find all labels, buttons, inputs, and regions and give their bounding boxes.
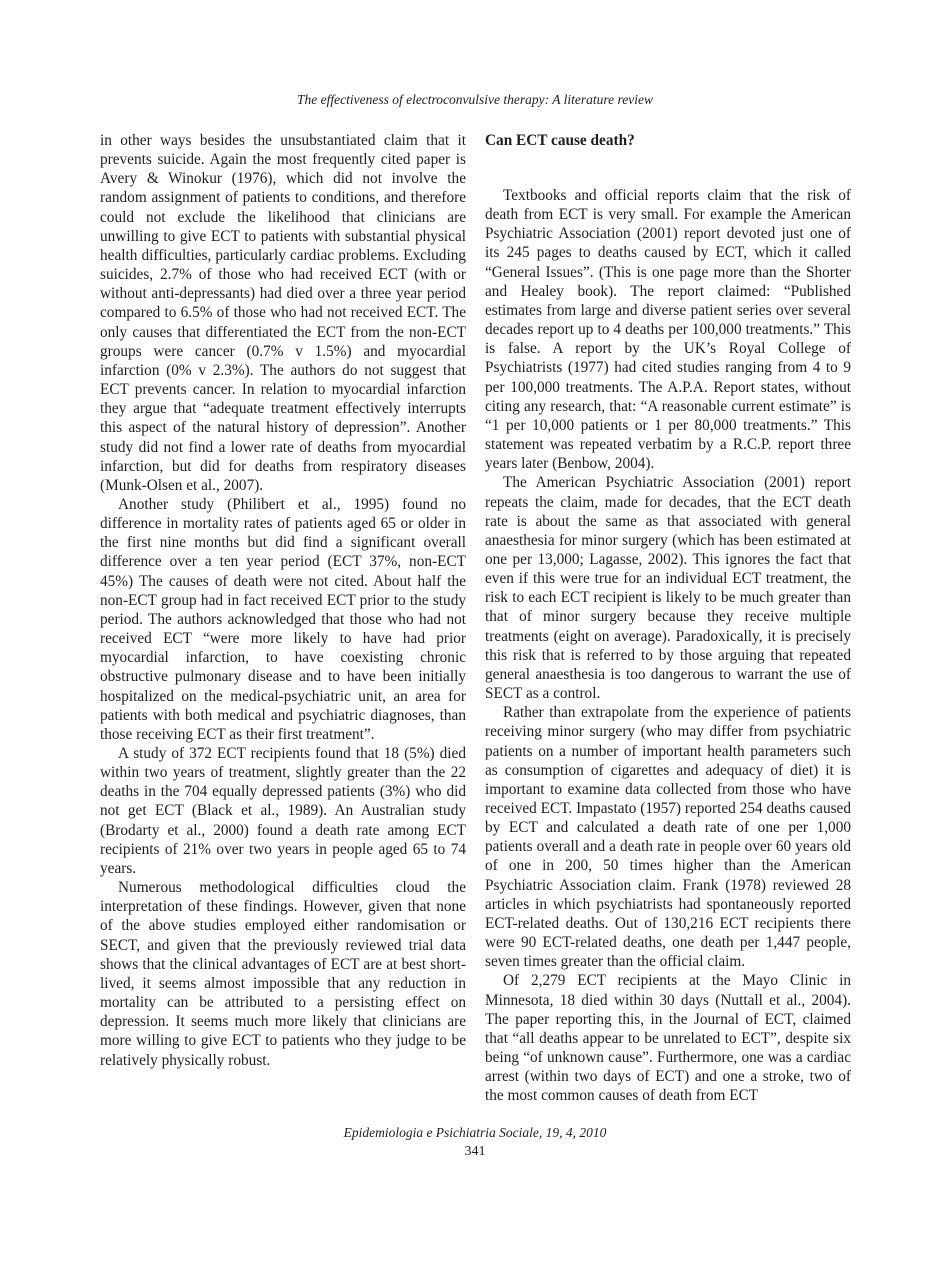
body-paragraph: in other ways besides the unsubstantiated claim that it prevents suicide. Again the most frequently cited paper is Avery & Winokur (1976), which did not involve the random assignment of patients to conditions, and therefore could not exclude the likelihood that clinicians are unwilling to give ECT to patients with substantial physical health difficulties, particularly cardiac problems. Excluding suicides, 2.7% of those who had received ECT (with or without anti-depressants) had died over a three year period compared to 6.5% of those who had not received ECT. The only causes that differentiated the ECT from the non-ECT groups were cancer (0.7% v 1.5%) and myocardial infarction (0% v 2.3%). The authors do not suggest that ECT prevents cancer. In relation to myocardial infarction they argue that “adequate treatment effectively interrupts this aspect of the natural history of depression”. Another study did not find a lower rate of deaths from myocardial infarction, but did for deaths from respiratory diseases (Munk-Olsen et al., 2007). xyxy=(100,132,466,494)
body-paragraph: Rather than extrapolate from the experience of patients receiving minor surgery (who may differ from psychiatric patients on a number of important health parameters such as consumption of cigarettes and adequacy of diet) it is important to examine data collected from those who have received ECT. Impastato (1957) reported 254 deaths caused by ECT and calculated a death rate of one per 1,000 patients overall and a death rate in people over 60 years old of one in 200, 50 times higher than the American Psychiatric Association claim. Frank (1978) reviewed 28 articles in which psychiatrists had spontaneously reported ECT-related deaths. Out of 130,216 ECT recipients there were 90 ECT-related deaths, one death per 1,447 people, seven times greater than the official claim. xyxy=(485,704,851,971)
running-head: The effectiveness of electroconvulsive therapy: A literature review xyxy=(296,92,653,107)
section-heading: Can ECT cause death? xyxy=(485,132,635,149)
body-paragraph: Another study (Philibert et al., 1995) found no difference in mortality rates of patients aged 65 or older in the first nine months but did find a significant overall difference over a ten year period (ECT 37%, non-ECT 45%) The causes of death were not cited. About half the non-ECT group had in fact received ECT prior to the study period. The authors acknowledged that those who had not received ECT “were more likely to have had prior myocardial infarction, to have coexisting chronic obstructive pulmonary disease and to have been initially hospitalized on the medical-psychiatric unit, an area for patients with both medical and psychiatric diagnoses, than those receiving ECT as their first treatment”. xyxy=(100,495,466,743)
body-paragraph: Of 2,279 ECT recipients at the Mayo Clinic in Minnesota, 18 died within 30 days (Nuttall et al., 2004). The paper reporting this, in the Journal of ECT, claimed that “all deaths appear to be unrelated to ECT”, despite six being “of unknown cause”. Furthermore, one was a cardiac arrest (within two days of ECT) and one a stroke, two of the most common causes of death from ECT xyxy=(485,972,851,1105)
right-column xyxy=(485,131,851,1106)
journal-citation: Epidemiologia e Psichiatria Sociale, 19, 4, 2010 xyxy=(343,1125,607,1140)
body-paragraph: The American Psychiatric Association (2001) report repeats the claim, made for decades, that the ECT death rate is about the same as that associated with general anaesthesia for minor surgery (which has been estimated at one per 13,000; Lagasse, 2002). This ignores the fact that even if this were true for an individual ECT treatment, the risk to each ECT recipient is likely to be much greater than that of minor surgery because they receive multiple treatments (eight on average). Paradoxically, it is precisely this risk that is referred to by those arguing that repeated general anaesthesia is too dangerous to warrant the use of SECT as a control. xyxy=(485,474,851,703)
body-paragraph: A study of 372 ECT recipients found that 18 (5%) died within two years of treatment, slightly greater than the 22 deaths in the 704 equally depressed patients (3%) who did not get ECT (Black et al., 1989). An Australian study (Brodarty et al., 2000) found a death rate among ECT recipients of 21% over two years in people aged 65 to 74 years. xyxy=(100,745,466,877)
left-column xyxy=(100,131,466,1070)
page-number: 341 xyxy=(464,1144,486,1159)
body-paragraph: Numerous methodological difficulties cloud the interpretation of these findings. However, given that none of the above studies employed either randomisation or SECT, and given that the previously reviewed trial data shows that the clinical advantages of ECT are at best short-lived, it seems almost impossible that any reduction in mortality can be attributed to a persisting effect on depression. It seems much more likely that clinicians are more willing to give ECT to patients who they judge to be relatively physically robust. xyxy=(100,879,466,1069)
body-paragraph: Textbooks and official reports claim that the risk of death from ECT is very small. For example the American Psychiatric Association (2001) report devoted just one of its 245 pages to deaths caused by ECT, which it called “General Issues”. (This is one page more than the Shorter and Healey book). The report claimed: “Published estimates from large and diverse patient series over several decades report up to 4 deaths per 100,000 treatments.” This is false. A report by the UK’s Royal College of Psychiatrists (1977) had cited studies ranging from 4 to 9 per 100,000 treatments. The A.P.A. Report states, without citing any research, that: “A reasonable current estimate” is “1 per 10,000 patients or 1 per 80,000 treatments.” This statement was repeated verbatim by a R.C.P. report three years later (Benbow, 2004). xyxy=(485,187,851,473)
